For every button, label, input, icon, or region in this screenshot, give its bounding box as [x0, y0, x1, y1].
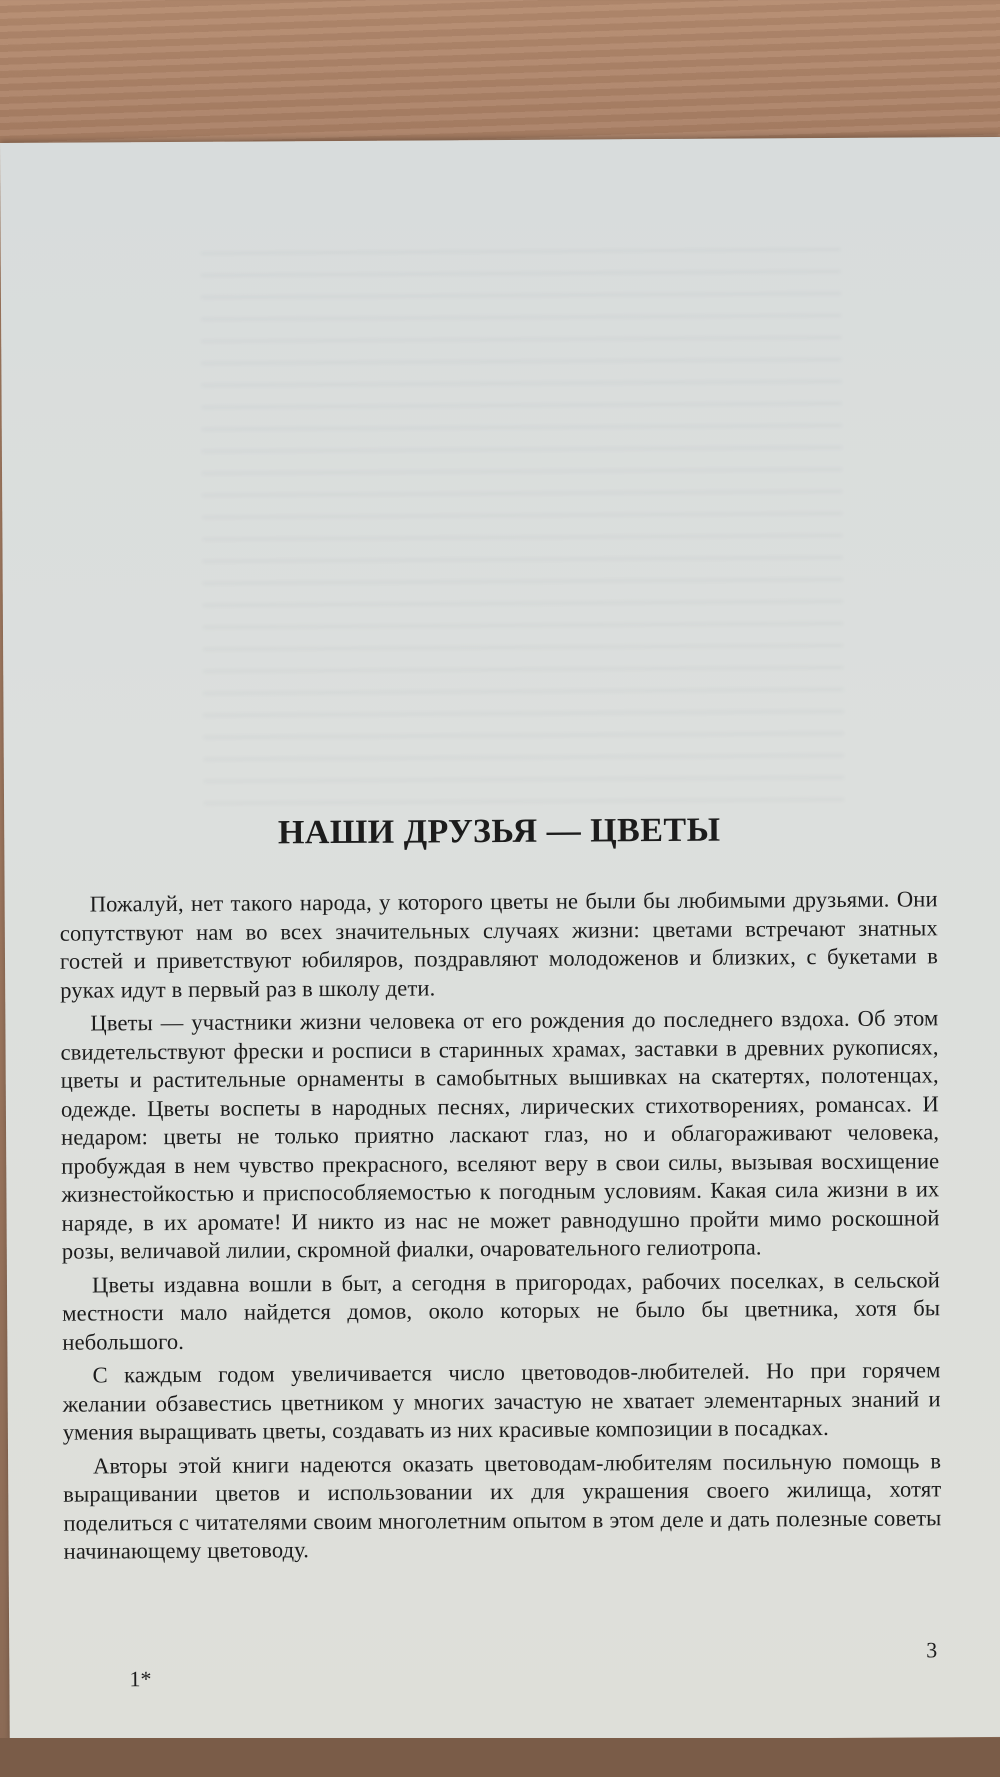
- paragraph: Авторы этой книги надеются оказать цветоводам-любителям посильную помощь в выращивании цветов и использовании их для украшения своего жилища, хотят поделиться с читателями своим многолетним опытом в этом деле и дать полезные советы начинающему цветоводу.: [63, 1447, 942, 1564]
- chapter-title: НАШИ ДРУЗЬЯ — ЦВЕТЫ: [277, 811, 721, 852]
- paragraph: Цветы — участники жизни человека от его рождения до последнего вздоха. Об этом свидетельствуют фрески и росписи в старинных храмах, заставки в древних рукописях, цветы и растительные орнаменты в самобытных вышивках на скатертях, полотенцах, одежде. Цветы воспеты в народных песнях, лирических стихотворениях, романсах. И недаром: цветы не только приятно ласкают глаз, но и облагораживают человека, пробуждая в нем чувство прекрасного, вселяют веру в свои силы, вызывая восхищение жизнестойкостью и приспособляемостью к погодным условиям. Какая сила жизни в их наряде, в их аромате! И никто из нас не может равнодушно пройти мимо роскошной розы, величавой лилии, скромной фиалки, очаровательного гелиотропа.: [60, 1005, 940, 1264]
- paragraph: Пожалуй, нет такого народа, у которого цветы не были бы любимыми друзьями. Они сопутствуют нам во всех значительных случаях жизни: цветами встречают знатных гостей и приветствуют юбиляров, поздравляют молодоженов и близких, с букетами в руках идут в первый раз в школу дети.: [59, 886, 939, 1003]
- book-page: [0, 137, 1000, 1743]
- paragraph: Цветы издавна вошли в быт, а сегодня в пригородах, рабочих поселках, в сельской местности мало найдется домов, около которых не было бы цветника, хотя бы небольшого.: [62, 1266, 941, 1355]
- signature-mark: 1*: [129, 1666, 152, 1692]
- show-through-text: [201, 248, 844, 812]
- desk-edge: [0, 1738, 1000, 1777]
- desk-surface: [0, 0, 1000, 150]
- page-number: 3: [926, 1637, 938, 1663]
- paragraph: С каждым годом увеличивается число цветоводов-любителей. Но при горячем желании обзавестись цветником у многих зачастую не хватает элементарных знаний и умения выращивать цветы, создавать из них красивые композиции в посадках.: [62, 1357, 941, 1445]
- body-text: [60, 885, 942, 1571]
